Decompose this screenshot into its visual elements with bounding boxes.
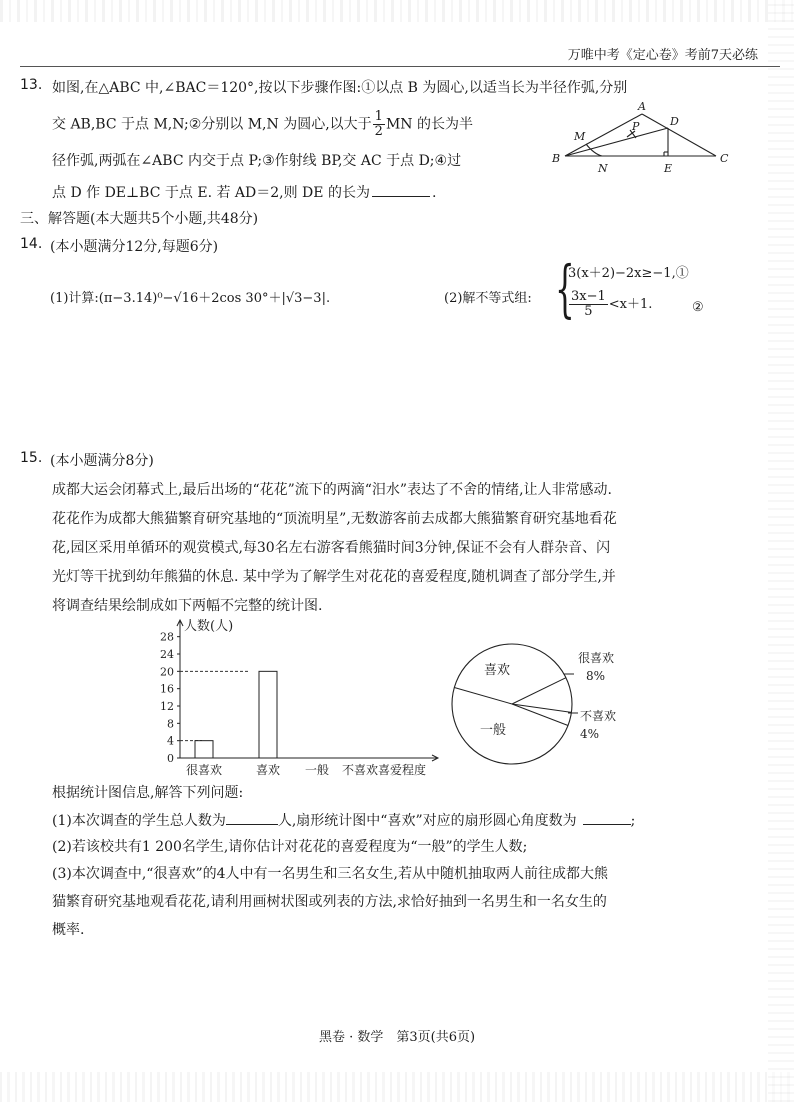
q14-ineq1 bbox=[568, 262, 689, 281]
y-tick-label: 0 bbox=[167, 752, 174, 765]
q14-part2-label: (2)解不等式组: bbox=[444, 291, 532, 306]
bar-chart bbox=[140, 612, 450, 777]
x-category-label: 很喜欢 bbox=[185, 763, 223, 777]
pie-percent-love: 8% bbox=[586, 669, 606, 683]
y-tick-label: 12 bbox=[160, 700, 174, 713]
bar-喜欢 bbox=[259, 671, 277, 758]
q14-ineq1-tag: ① bbox=[675, 266, 689, 281]
y-tick-label: 20 bbox=[160, 665, 174, 679]
side-ac bbox=[642, 114, 716, 156]
q14-number: 14. bbox=[20, 236, 43, 252]
pie-percent-dislike: 4% bbox=[580, 727, 600, 741]
bar-很喜欢 bbox=[195, 741, 213, 758]
q13-line3: 径作弧,两弧在∠ABC 内交于点 P;③作射线 BP,交 AC 于点 D;④过 bbox=[52, 153, 462, 169]
q13-frac-den: 2 bbox=[374, 124, 383, 139]
q14-ineq1-text: 3(x＋2)−2x≥−1, bbox=[568, 266, 676, 281]
q14-ineq2-num: 3x−1 bbox=[571, 289, 606, 304]
q13-line2 bbox=[52, 110, 473, 139]
label-m: M bbox=[574, 130, 586, 143]
pie-divider bbox=[512, 704, 571, 712]
y-tick-label: 24 bbox=[160, 648, 174, 661]
header-rule bbox=[20, 66, 780, 67]
q14-ineq2-tag: ② bbox=[692, 300, 704, 315]
x-category-label: 喜欢 bbox=[255, 763, 281, 777]
q14-ineq2-rest: <x＋1. bbox=[608, 297, 653, 312]
q15-para-line5: 将调查结果绘制成如下两幅不完整的统计图. bbox=[52, 598, 323, 614]
q15-para-line3: 花,园区采用单循环的观赏模式,每30名左右游客看熊猫时间3分钟,保证不会有人群杂音、闪 bbox=[52, 540, 611, 556]
q13-triangle-figure bbox=[550, 100, 730, 180]
label-a: A bbox=[638, 100, 646, 113]
q15-para-line4: 光灯等干扰到幼年熊猫的休息. 某中学为了解学生对花花的喜爱程度,随机调查了部分学生,并 bbox=[52, 569, 616, 585]
y-tick-label: 8 bbox=[167, 717, 174, 731]
q15-sub1-blank-angle[interactable] bbox=[583, 810, 631, 825]
label-c: C bbox=[720, 152, 729, 165]
x-category-label: 不喜欢 bbox=[341, 763, 379, 777]
pie-divider bbox=[512, 678, 566, 704]
q15-sub1-mid: 人,扇形统计图中“喜欢”对应的扇形圆心角度数为 bbox=[277, 813, 577, 829]
q15-sub1-blank-total[interactable] bbox=[226, 810, 278, 825]
scan-noise-top bbox=[0, 0, 794, 22]
y-axis-label: 人数(人) bbox=[184, 619, 234, 634]
scan-noise-bottom bbox=[0, 1072, 794, 1102]
q13-line1: 如图,在△ABC 中,∠BAC＝120°,按以下步骤作图:①以点 B 为圆心,以适当长为半径作弧,分别 bbox=[52, 80, 628, 96]
q15-sub3-line2: 猫繁育研究基地观看花花,请利用画树状图或列表的方法,求恰好抽到一名男生和一名女生的 bbox=[52, 894, 607, 910]
q15-para-line1: 成都大运会闭幕式上,最后出场的“花花”流下的两滴“汨水”表达了不舍的情绪,让人非常感动. bbox=[52, 482, 612, 498]
pie-label-like: 喜欢 bbox=[484, 663, 511, 678]
pie-divider bbox=[512, 704, 568, 726]
scan-noise-right bbox=[768, 0, 794, 1102]
q13-frac-num: 1 bbox=[374, 109, 383, 124]
q15-after-chart: 根据统计图信息,解答下列问题: bbox=[52, 785, 244, 801]
q15-sub1-pre: (1)本次调查的学生总人数为 bbox=[52, 813, 226, 829]
q15-sub3-line1: (3)本次调查中,“很喜欢”的4人中有一名男生和三名女生,若从中随机抽取两人前往成都大熊 bbox=[52, 866, 608, 882]
label-p: P bbox=[632, 120, 640, 133]
q15-sub3-line3: 概率. bbox=[52, 922, 85, 938]
y-tick-label: 16 bbox=[160, 682, 174, 696]
q15-intro: (本小题满分8分) bbox=[50, 453, 154, 469]
header-title: 万唯中考《定心卷》考前7天必练 bbox=[567, 48, 758, 63]
q14-intro: (本小题满分12分,每题6分) bbox=[50, 239, 219, 255]
q13-answer-blank[interactable] bbox=[372, 182, 430, 197]
q13-fraction bbox=[373, 110, 385, 139]
q13-line4-pre: 点 D 作 DE⊥BC 于点 E. 若 AD＝2,则 DE 的长为 bbox=[52, 185, 370, 201]
q13-line4-post: . bbox=[431, 185, 437, 201]
pie-divider bbox=[454, 687, 512, 704]
q15-sub1-post: ; bbox=[630, 813, 636, 829]
q15-sub1 bbox=[52, 810, 635, 830]
q15-para-line2: 花花作为成都大熊猫繁育研究基地的“顶流明星”,无数游客前去成都大熊猫繁育研究基地看花 bbox=[52, 511, 617, 527]
pie-label-average: 一般 bbox=[480, 723, 507, 738]
x-category-label: 一般 bbox=[304, 763, 330, 777]
q14-part1: (1)计算:(π−3.14)⁰−√16＋2cos 30°＋|√3−3|. bbox=[50, 291, 331, 306]
label-n: N bbox=[598, 162, 608, 175]
q13-line2-pre: 交 AB,BC 于点 M,N;②分别以 M,N 为圆心,以大于 bbox=[52, 116, 372, 133]
y-tick-label: 28 bbox=[160, 630, 174, 644]
q14-ineq2-fraction bbox=[569, 290, 608, 319]
q14-brace: { bbox=[555, 252, 575, 325]
q15-sub2: (2)若该校共有1 200名学生,请你估计对花花的喜爱程度为“一般”的学生人数; bbox=[52, 839, 528, 855]
x-axis-label: 喜爱程度 bbox=[378, 763, 427, 777]
section3-title: 三、解答题(本大题共5个小题,共48分) bbox=[20, 211, 259, 227]
label-e: E bbox=[664, 162, 673, 175]
label-d: D bbox=[670, 115, 679, 128]
pie-label-dislike: 不喜欢 bbox=[580, 709, 617, 723]
q13-number: 13. bbox=[20, 77, 43, 93]
q14-ineq2-den: 5 bbox=[584, 304, 593, 319]
q13-line2-post: MN 的长为半 bbox=[385, 116, 473, 133]
label-b: B bbox=[552, 152, 561, 165]
pie-chart bbox=[444, 640, 674, 780]
q15-number: 15. bbox=[20, 450, 43, 466]
q14-ineq2 bbox=[568, 290, 652, 319]
q13-line4 bbox=[52, 182, 436, 202]
pie-label-love: 很喜欢 bbox=[578, 651, 615, 665]
page-footer: 黑卷 · 数学 第3页(共6页) bbox=[318, 1030, 476, 1045]
y-tick-label: 4 bbox=[167, 734, 174, 748]
